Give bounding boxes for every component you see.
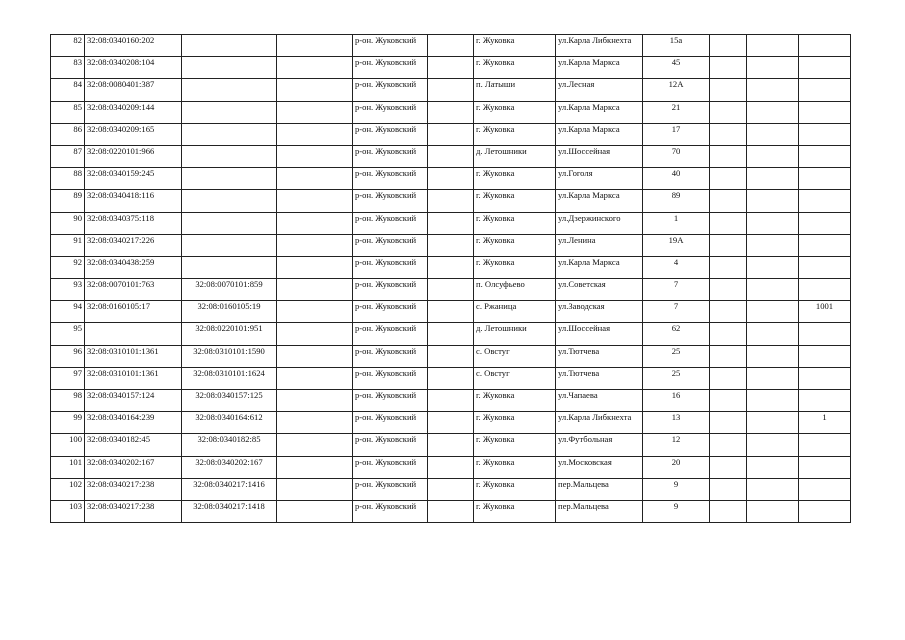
cadastral-number: 32:08:0310101:1361 — [85, 345, 182, 367]
region-cell: р-он. Жуковский — [353, 323, 428, 345]
empty-cell — [277, 79, 353, 101]
empty-cell — [277, 190, 353, 212]
street-cell: ул.Дзержинского — [556, 212, 643, 234]
empty-cell — [747, 478, 799, 500]
house-number-cell: 7 — [643, 301, 710, 323]
empty-cell — [428, 212, 474, 234]
table-row — [51, 79, 851, 101]
extra-value-cell — [799, 57, 851, 79]
house-number-cell: 25 — [643, 367, 710, 389]
empty-cell — [747, 123, 799, 145]
empty-cell — [710, 345, 747, 367]
house-number-cell: 17 — [643, 123, 710, 145]
row-number: 98 — [51, 390, 85, 412]
empty-cell — [277, 301, 353, 323]
house-number-cell: 7 — [643, 279, 710, 301]
street-cell: ул.Тютчева — [556, 345, 643, 367]
region-cell: р-он. Жуковский — [353, 79, 428, 101]
cadastral-number: 32:08:0340375:118 — [85, 212, 182, 234]
empty-cell — [277, 101, 353, 123]
cadastral-number: 32:08:0340209:144 — [85, 101, 182, 123]
locality-cell: г. Жуковка — [474, 256, 556, 278]
empty-cell — [428, 390, 474, 412]
row-number: 90 — [51, 212, 85, 234]
parent-cadastral-number — [182, 256, 277, 278]
empty-cell — [710, 101, 747, 123]
empty-cell — [710, 234, 747, 256]
empty-cell — [747, 456, 799, 478]
locality-cell: г. Жуковка — [474, 190, 556, 212]
house-number-cell: 12 — [643, 434, 710, 456]
empty-cell — [428, 35, 474, 57]
empty-cell — [428, 412, 474, 434]
empty-cell — [747, 57, 799, 79]
house-number-cell: 16 — [643, 390, 710, 412]
row-number: 88 — [51, 168, 85, 190]
street-cell: ул.Карла Маркса — [556, 123, 643, 145]
house-number-cell: 89 — [643, 190, 710, 212]
locality-cell: п. Латыши — [474, 79, 556, 101]
empty-cell — [277, 212, 353, 234]
region-cell: р-он. Жуковский — [353, 500, 428, 522]
house-number-cell: 21 — [643, 101, 710, 123]
empty-cell — [428, 256, 474, 278]
parent-cadastral-number: 32:08:0340217:1416 — [182, 478, 277, 500]
region-cell: р-он. Жуковский — [353, 145, 428, 167]
region-cell: р-он. Жуковский — [353, 190, 428, 212]
empty-cell — [428, 190, 474, 212]
empty-cell — [428, 367, 474, 389]
empty-cell — [710, 57, 747, 79]
empty-cell — [747, 190, 799, 212]
street-cell: ул.Заводская — [556, 301, 643, 323]
parent-cadastral-number — [182, 101, 277, 123]
extra-value-cell — [799, 367, 851, 389]
empty-cell — [710, 123, 747, 145]
cadastral-number: 32:08:0340160:202 — [85, 35, 182, 57]
table-row — [51, 456, 851, 478]
region-cell: р-он. Жуковский — [353, 456, 428, 478]
street-cell: ул.Советская — [556, 279, 643, 301]
extra-value-cell — [799, 145, 851, 167]
row-number: 86 — [51, 123, 85, 145]
table-row — [51, 500, 851, 522]
locality-cell: д. Летошники — [474, 145, 556, 167]
street-cell: ул.Карла Либкнехта — [556, 35, 643, 57]
cadastral-number — [85, 323, 182, 345]
locality-cell: г. Жуковка — [474, 101, 556, 123]
empty-cell — [428, 500, 474, 522]
cadastral-number: 32:08:0160105:17 — [85, 301, 182, 323]
street-cell: ул.Футбольная — [556, 434, 643, 456]
table-row — [51, 367, 851, 389]
street-cell: ул.Гоголя — [556, 168, 643, 190]
house-number-cell: 40 — [643, 168, 710, 190]
parent-cadastral-number: 32:08:0310101:1590 — [182, 345, 277, 367]
empty-cell — [747, 434, 799, 456]
region-cell: р-он. Жуковский — [353, 101, 428, 123]
street-cell: ул.Лесная — [556, 79, 643, 101]
table-row — [51, 123, 851, 145]
parent-cadastral-number — [182, 145, 277, 167]
street-cell: ул.Шоссейная — [556, 323, 643, 345]
cadastral-number: 32:08:0340209:165 — [85, 123, 182, 145]
table-row — [51, 212, 851, 234]
locality-cell: с. Овстуг — [474, 345, 556, 367]
locality-cell: г. Жуковка — [474, 123, 556, 145]
row-number: 97 — [51, 367, 85, 389]
cadastral-number: 32:08:0340157:124 — [85, 390, 182, 412]
empty-cell — [277, 456, 353, 478]
parent-cadastral-number — [182, 212, 277, 234]
table-row — [51, 345, 851, 367]
row-number: 91 — [51, 234, 85, 256]
row-number: 101 — [51, 456, 85, 478]
parent-cadastral-number: 32:08:0070101:859 — [182, 279, 277, 301]
empty-cell — [277, 35, 353, 57]
locality-cell: г. Жуковка — [474, 57, 556, 79]
empty-cell — [747, 279, 799, 301]
row-number: 84 — [51, 79, 85, 101]
cadastral-number: 32:08:0080401:387 — [85, 79, 182, 101]
row-number: 103 — [51, 500, 85, 522]
cadastral-number: 32:08:0340217:226 — [85, 234, 182, 256]
empty-cell — [710, 367, 747, 389]
empty-cell — [747, 412, 799, 434]
house-number-cell: 15а — [643, 35, 710, 57]
empty-cell — [710, 168, 747, 190]
table-row — [51, 478, 851, 500]
extra-value-cell — [799, 279, 851, 301]
street-cell: ул.Карла Маркса — [556, 101, 643, 123]
cadastral-number: 32:08:0340159:245 — [85, 168, 182, 190]
extra-value-cell — [799, 500, 851, 522]
parent-cadastral-number: 32:08:0340157:125 — [182, 390, 277, 412]
house-number-cell: 45 — [643, 57, 710, 79]
empty-cell — [277, 500, 353, 522]
extra-value-cell — [799, 234, 851, 256]
extra-value-cell: 1001 — [799, 301, 851, 323]
table-row — [51, 390, 851, 412]
empty-cell — [277, 390, 353, 412]
table-row — [51, 57, 851, 79]
parent-cadastral-number — [182, 234, 277, 256]
house-number-cell: 13 — [643, 412, 710, 434]
empty-cell — [747, 500, 799, 522]
region-cell: р-он. Жуковский — [353, 234, 428, 256]
table-row — [51, 234, 851, 256]
house-number-cell: 12А — [643, 79, 710, 101]
table-row — [51, 412, 851, 434]
cadastral-number: 32:08:0340438:259 — [85, 256, 182, 278]
empty-cell — [277, 412, 353, 434]
house-number-cell: 9 — [643, 500, 710, 522]
row-number: 89 — [51, 190, 85, 212]
extra-value-cell: 1 — [799, 412, 851, 434]
row-number: 85 — [51, 101, 85, 123]
parent-cadastral-number — [182, 57, 277, 79]
region-cell: р-он. Жуковский — [353, 35, 428, 57]
empty-cell — [428, 79, 474, 101]
house-number-cell: 25 — [643, 345, 710, 367]
empty-cell — [747, 79, 799, 101]
empty-cell — [428, 123, 474, 145]
row-number: 94 — [51, 301, 85, 323]
house-number-cell: 19А — [643, 234, 710, 256]
empty-cell — [710, 212, 747, 234]
extra-value-cell — [799, 123, 851, 145]
empty-cell — [710, 500, 747, 522]
locality-cell: д. Летошники — [474, 323, 556, 345]
empty-cell — [747, 367, 799, 389]
empty-cell — [747, 145, 799, 167]
locality-cell: г. Жуковка — [474, 35, 556, 57]
document-page — [50, 34, 850, 523]
empty-cell — [277, 279, 353, 301]
extra-value-cell — [799, 101, 851, 123]
parent-cadastral-number — [182, 79, 277, 101]
empty-cell — [277, 123, 353, 145]
street-cell: ул.Ленина — [556, 234, 643, 256]
locality-cell: г. Жуковка — [474, 478, 556, 500]
house-number-cell: 70 — [643, 145, 710, 167]
parent-cadastral-number: 32:08:0340217:1418 — [182, 500, 277, 522]
extra-value-cell — [799, 212, 851, 234]
house-number-cell: 4 — [643, 256, 710, 278]
empty-cell — [710, 390, 747, 412]
region-cell: р-он. Жуковский — [353, 279, 428, 301]
street-cell: ул.Тютчева — [556, 367, 643, 389]
empty-cell — [277, 323, 353, 345]
empty-cell — [747, 234, 799, 256]
extra-value-cell — [799, 323, 851, 345]
cadastral-number: 32:08:0340418:116 — [85, 190, 182, 212]
region-cell: р-он. Жуковский — [353, 434, 428, 456]
locality-cell: г. Жуковка — [474, 234, 556, 256]
street-cell: пер.Мальцева — [556, 478, 643, 500]
empty-cell — [277, 434, 353, 456]
empty-cell — [428, 145, 474, 167]
region-cell: р-он. Жуковский — [353, 478, 428, 500]
empty-cell — [428, 434, 474, 456]
table-row — [51, 190, 851, 212]
empty-cell — [710, 35, 747, 57]
empty-cell — [428, 57, 474, 79]
locality-cell: г. Жуковка — [474, 456, 556, 478]
row-number: 102 — [51, 478, 85, 500]
house-number-cell: 9 — [643, 478, 710, 500]
extra-value-cell — [799, 434, 851, 456]
street-cell: ул.Чапаева — [556, 390, 643, 412]
locality-cell: г. Жуковка — [474, 500, 556, 522]
street-cell: ул.Карла Маркса — [556, 190, 643, 212]
street-cell: ул.Шоссейная — [556, 145, 643, 167]
region-cell: р-он. Жуковский — [353, 301, 428, 323]
row-number: 95 — [51, 323, 85, 345]
parent-cadastral-number: 32:08:0340202:167 — [182, 456, 277, 478]
region-cell: р-он. Жуковский — [353, 57, 428, 79]
region-cell: р-он. Жуковский — [353, 123, 428, 145]
empty-cell — [428, 101, 474, 123]
parent-cadastral-number: 32:08:0220101:951 — [182, 323, 277, 345]
empty-cell — [710, 478, 747, 500]
empty-cell — [428, 234, 474, 256]
extra-value-cell — [799, 478, 851, 500]
empty-cell — [428, 323, 474, 345]
region-cell: р-он. Жуковский — [353, 256, 428, 278]
empty-cell — [277, 57, 353, 79]
empty-cell — [710, 412, 747, 434]
street-cell: ул.Московская — [556, 456, 643, 478]
locality-cell: г. Жуковка — [474, 390, 556, 412]
row-number: 100 — [51, 434, 85, 456]
locality-cell: г. Жуковка — [474, 434, 556, 456]
empty-cell — [710, 323, 747, 345]
locality-cell: г. Жуковка — [474, 412, 556, 434]
registry-body — [51, 35, 851, 523]
cadastral-number: 32:08:0070101:763 — [85, 279, 182, 301]
row-number: 93 — [51, 279, 85, 301]
empty-cell — [277, 345, 353, 367]
empty-cell — [428, 301, 474, 323]
street-cell: ул.Карла Либкнехта — [556, 412, 643, 434]
empty-cell — [747, 212, 799, 234]
locality-cell: с. Овстуг — [474, 367, 556, 389]
parent-cadastral-number — [182, 190, 277, 212]
empty-cell — [277, 168, 353, 190]
parent-cadastral-number — [182, 168, 277, 190]
empty-cell — [747, 323, 799, 345]
cadastral-number: 32:08:0310101:1361 — [85, 367, 182, 389]
empty-cell — [747, 101, 799, 123]
row-number: 83 — [51, 57, 85, 79]
empty-cell — [710, 145, 747, 167]
cadastral-number: 32:08:0220101:966 — [85, 145, 182, 167]
row-number: 99 — [51, 412, 85, 434]
empty-cell — [277, 478, 353, 500]
extra-value-cell — [799, 390, 851, 412]
parent-cadastral-number: 32:08:0310101:1624 — [182, 367, 277, 389]
locality-cell: г. Жуковка — [474, 212, 556, 234]
region-cell: р-он. Жуковский — [353, 367, 428, 389]
cadastral-number: 32:08:0340182:45 — [85, 434, 182, 456]
empty-cell — [747, 256, 799, 278]
locality-cell: с. Ржаница — [474, 301, 556, 323]
region-cell: р-он. Жуковский — [353, 345, 428, 367]
empty-cell — [710, 434, 747, 456]
empty-cell — [710, 256, 747, 278]
table-row — [51, 168, 851, 190]
empty-cell — [428, 478, 474, 500]
parent-cadastral-number — [182, 35, 277, 57]
row-number: 92 — [51, 256, 85, 278]
property-registry-table — [50, 34, 851, 523]
empty-cell — [710, 301, 747, 323]
parent-cadastral-number: 32:08:0340164:612 — [182, 412, 277, 434]
table-row — [51, 145, 851, 167]
extra-value-cell — [799, 256, 851, 278]
cadastral-number: 32:08:0340164:239 — [85, 412, 182, 434]
cadastral-number: 32:08:0340217:238 — [85, 500, 182, 522]
locality-cell: г. Жуковка — [474, 168, 556, 190]
region-cell: р-он. Жуковский — [353, 412, 428, 434]
empty-cell — [747, 35, 799, 57]
empty-cell — [277, 256, 353, 278]
empty-cell — [710, 190, 747, 212]
extra-value-cell — [799, 456, 851, 478]
region-cell: р-он. Жуковский — [353, 390, 428, 412]
house-number-cell: 62 — [643, 323, 710, 345]
row-number: 96 — [51, 345, 85, 367]
street-cell: ул.Карла Маркса — [556, 256, 643, 278]
extra-value-cell — [799, 79, 851, 101]
extra-value-cell — [799, 190, 851, 212]
extra-value-cell — [799, 168, 851, 190]
empty-cell — [747, 390, 799, 412]
table-row — [51, 323, 851, 345]
parent-cadastral-number: 32:08:0160105:19 — [182, 301, 277, 323]
empty-cell — [277, 234, 353, 256]
row-number: 82 — [51, 35, 85, 57]
street-cell: ул.Карла Маркса — [556, 57, 643, 79]
house-number-cell: 20 — [643, 456, 710, 478]
cadastral-number: 32:08:0340208:104 — [85, 57, 182, 79]
empty-cell — [747, 301, 799, 323]
empty-cell — [277, 145, 353, 167]
parent-cadastral-number — [182, 123, 277, 145]
empty-cell — [710, 456, 747, 478]
table-row — [51, 279, 851, 301]
row-number: 87 — [51, 145, 85, 167]
table-row — [51, 434, 851, 456]
table-row — [51, 256, 851, 278]
extra-value-cell — [799, 35, 851, 57]
empty-cell — [747, 168, 799, 190]
empty-cell — [428, 168, 474, 190]
empty-cell — [747, 345, 799, 367]
empty-cell — [428, 456, 474, 478]
locality-cell: п. Олсуфьево — [474, 279, 556, 301]
empty-cell — [710, 279, 747, 301]
empty-cell — [428, 279, 474, 301]
extra-value-cell — [799, 345, 851, 367]
empty-cell — [428, 345, 474, 367]
table-row — [51, 101, 851, 123]
cadastral-number: 32:08:0340217:238 — [85, 478, 182, 500]
region-cell: р-он. Жуковский — [353, 212, 428, 234]
table-row — [51, 35, 851, 57]
table-row — [51, 301, 851, 323]
empty-cell — [277, 367, 353, 389]
cadastral-number: 32:08:0340202:167 — [85, 456, 182, 478]
region-cell: р-он. Жуковский — [353, 168, 428, 190]
empty-cell — [710, 79, 747, 101]
house-number-cell: 1 — [643, 212, 710, 234]
street-cell: пер.Мальцева — [556, 500, 643, 522]
parent-cadastral-number: 32:08:0340182:85 — [182, 434, 277, 456]
